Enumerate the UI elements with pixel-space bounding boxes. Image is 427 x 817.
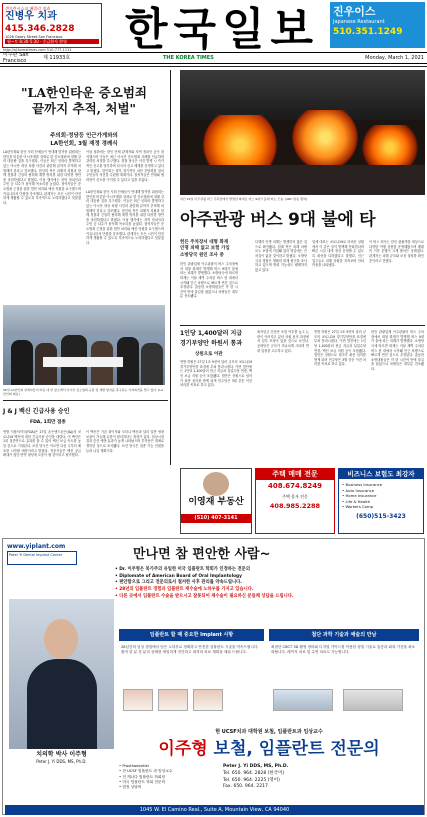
korea-times-label: THE KOREA TIMES <box>163 54 214 61</box>
dental-bullet: • Dr. 이주형은 북가주의 유일한 미국 임플란트 학회가 인정하는 전문의 <box>115 567 250 572</box>
relief-sub2: 상원으로 이관 <box>195 352 223 357</box>
relief-body-col4: 한인 관광업체 아주관광의 버스 주차장에서 대형 화재가 발생해 버스 9대가 불에 타는 피해가 발생했다. 소방당국에 따르면 화재는 이날 새벽 주차된 버스 한 대에서 시작돼 인근 차량으로 빠르게 번진 것으로 추정된다. 출동한 소방대원들은 약 한 시간여 만에 불길을 잡았으나 차량들은 대부분 전소됐다. <box>371 330 424 372</box>
insurance-item: • Auto Insurance <box>342 487 375 493</box>
issue-number: 제 11933호 <box>43 54 71 61</box>
dental-bullet: • 28년의 임플란트 경험과 임플란트 재수술에 노하우를 가지고 있습니다. <box>115 586 254 592</box>
lead-sub-line1: 주의회·정당등 인근가게와의 <box>50 133 118 139</box>
dental-logo: Peter Yi Dental Implant Center <box>7 551 77 565</box>
ad-brand: 진우이스 <box>333 5 376 18</box>
dental-university: 현 UCSF치과 대학원 보철, 임플란트과 임상교수 <box>215 729 323 735</box>
doctor-title-ko: 치의학 박사 이주형 <box>36 751 87 758</box>
ad-phone: 510.351.1249 <box>333 27 403 37</box>
dental-bullet: • 편안함으로 그리고 전문의로서 철저한 사후 관리를 약속드립니다. <box>115 580 242 586</box>
protest-sign <box>43 357 123 367</box>
lead-sub-line2: LA한인회, 3월 재정 경례식 <box>50 141 118 148</box>
doctor-title <box>9 751 114 764</box>
credential-item: • Prosthodontist <box>119 764 149 768</box>
fire-sub-line1: 헌든 주차장서 대형 화재 <box>180 240 229 245</box>
fire-body-col1: 한인 관광업체 아주관광의 버스 주차장에서 대형 화재가 발생해 버스 9대가 불에 타는 피해가 발생했다. 소방당국에 따르면 화재는 이날 새벽 주차된 버스 한 대에서 시작돼 인근 차량으로 빠르게 번진 것으로 추정된다. 출동한 소방대원들은 약 한 시간여 만에 불길을 잡았으나 차량들은 대부분 전소됐다. <box>180 262 238 299</box>
divider <box>3 400 168 401</box>
ad-address: 1026 Geary Street San Francisco <box>5 34 63 39</box>
bus-row-shape <box>180 165 425 195</box>
fire-body-col3: 업체 대표는 코로나19로 어려운 상황에서 이 같은 일이 발생해 안타깝다며 빠른 시일 내에 정상 운영할 수 있도록 최선을 다하겠다고 말했다. 인근 업주들도 피해 상황을 지켜보며 안타까움을 나타냈다. <box>312 240 364 268</box>
fire-caption: 지난 22일 아주관광 버스 주차장에서 발생한 화재로 버스 9대가 불에 타는 모습. [ABC 방송 캡처] <box>180 197 308 201</box>
divider <box>0 66 427 67</box>
dental-bullet: • Diplomate of American Board of Oral Implantology <box>115 573 242 579</box>
dental-title: 만나면 참 편안한 사람~ <box>133 547 271 562</box>
credential-item: • 전 캐나다 임플란트 학회장 <box>119 774 166 779</box>
lead-body-col1: LA한인회와 한인 사회 단체들이 연대해 발족한 위원회는 한인을 비롯한 아시아계를 상대로 한 증오범죄에 대해 강력 대응할 것을 촉구했다. 이들은 최근 잇따라 발생하고 있는 아시안 대상 폭행 사건과 관련해 끝까지 추적해 처벌해야 한다고 강조했다. 한인회 측은 피해자 지원과 함께 경찰과 긴밀히 협력해 재발 방지를 위한 다양한 방안을 마련하겠다고 밝혔다. 이날 행사에는 지역 정치인과 주민 등 다수가 참석해 목소리를 높였다. 참석자들은 증오범죄 근절을 위한 법안 처리와 예산 지원을 요구했으며 커뮤니티의 단합을 강조했다. 관계자는 모든 시민이 안전하게 생활할 수 있도록 지속적으로 노력하겠다고 덧붙였다. <box>3 150 81 206</box>
issue-date: Monday, March 1, 2021 <box>365 54 424 61</box>
dental-bullets <box>115 567 415 600</box>
dental-ad-top-left[interactable] <box>2 3 102 48</box>
ad-phone: 415.346.2828 <box>5 23 75 34</box>
person-shape <box>141 343 163 385</box>
doctor-photo <box>9 599 114 749</box>
house-ad-phone2: 408.985.2288 <box>269 501 321 510</box>
lead-body-col2: 이날 집회에는 한인 단체 관계자와 지역 정치인 등이 참석했으며 이들은 최근 아시안 증오범죄 사례를 언급하며 강력한 처벌을 촉구했다. 경찰 당국은 사건 발생 시 즉각적인 신고를 당부하며 다국어 신고 체계를 운영하고 있다고 밝혔다. 한인회는 향후 정기적인 치안 간담회를 열어 주민들의 의견을 수렴할 계획이다. 참석자들은 연대와 협력만이 증오를 이겨낼 수 있다고 입을 모았다. <box>86 150 164 182</box>
insurance-ad[interactable] <box>338 468 424 534</box>
dental-implant-ad[interactable] <box>2 538 425 815</box>
dental-doctor-name <box>119 739 419 760</box>
insurance-item: • Workers Comp <box>342 504 374 510</box>
dental-address: 1045 W. El Camino Real., Suite A, Mountain View, CA 94040 <box>5 805 424 815</box>
insurance-item: • Life & Health <box>342 498 371 504</box>
credential-item: • 현 UCSF 임플란트 과 임상교수 <box>119 769 173 774</box>
ad-clinic-name: 진병우 치과 <box>5 11 57 22</box>
sky-shape <box>3 305 165 335</box>
laser-image <box>343 689 403 711</box>
doctor-name-ko: 이주형 <box>158 739 208 759</box>
doctor-specialty: 보철, 임플란트 전문의 <box>213 739 380 759</box>
insurance-list <box>339 479 423 513</box>
lead-headline-line1: "LA한인타운 증오범죄 <box>21 85 147 100</box>
jj-subheadline: FDA, 1회만 접종 <box>30 420 66 425</box>
person-shape <box>11 340 33 385</box>
bus-fire-photo <box>180 70 425 195</box>
relief-body-col2: 최저임금 인상안 포함 여부를 놓고 논란이 이어지고 있어 상원 심의 과정에서 일부 조정이 있을 것으로 보인다. 공화당은 규모가 지나치게 크다며 반대 입장을 고수하고 있다. <box>257 330 309 353</box>
ad-tagline: Japanese Restaurant <box>333 18 385 25</box>
divider <box>180 325 425 326</box>
rally-caption: 26일 LA한인회 관계자들이 타운 내 한 장소에서 아시안 증오범죄 규탄 및 재발 방지를 촉구하는 기자회견을 열고 있다. [LA한인회 제공] <box>3 388 164 397</box>
rally-photo <box>3 305 165 385</box>
insurance-phone: (650)515-3423 <box>356 512 406 520</box>
lead-subheadline <box>3 132 165 149</box>
relief-body-col1: 연방 하원은 27일 1조 9천억 달러 규모의 코로나19 경기부양안을 표결에 부쳐 통과시켰다. 이번 법안에는 1인당 1,400달러 현금 지급과 실업수당 연장, 백신 보급 지원 등이 포함됐다. 법안은 상원으로 넘어가 최종 심의를 받게 되며 민주당은 3월 중순 이전 처리를 목표로 하고 있다. <box>180 360 252 388</box>
contact-line[interactable]: Tel. 650. 964. 2828 (한국어) <box>223 770 285 776</box>
cbct-image <box>273 689 333 711</box>
edition: 미주판 San Francisco <box>3 51 29 64</box>
newspaper-logo[interactable]: 한국일보 <box>124 4 319 55</box>
flame-shape <box>360 125 420 170</box>
lead-headline[interactable] <box>3 85 165 116</box>
jj-headline[interactable]: J & J 백신 긴급사용 승인 <box>3 408 70 415</box>
doctor-title-en: Peter J. Yi DDS, MS, Ph.D. <box>36 758 87 764</box>
house-ad-phone1: 408.674.8249 <box>267 481 323 490</box>
fire-subheadline <box>180 240 250 259</box>
contact-line[interactable]: Tel. 650. 964. 2225 (영어) <box>223 777 280 783</box>
dental-section2-body: 최첨단 CBCT 3D 촬영 장비와 디지털 가이드를 이용한 정밀 시술로 통증과 회복 기간을 최소화합니다. 레이저 치료 및 수면 치료도 가능합니다. <box>271 645 416 655</box>
dental-contact <box>223 764 423 791</box>
house-ad-line: 주택 융자 전문 <box>282 493 308 499</box>
divider <box>170 70 171 465</box>
restaurant-ad-top-right[interactable] <box>330 2 425 48</box>
fire-sub-line3: 소방당국 원인 조사 중 <box>180 252 224 258</box>
relief-sub1: 경기부양안 하원서 통과 <box>180 340 243 347</box>
insurance-item: • Home Insurance <box>342 493 377 499</box>
dental-url-link[interactable]: www.yiplant.com <box>7 543 66 550</box>
insurance-item: • Business Insurance <box>342 482 383 488</box>
fire-headline[interactable]: 아주관광 버스 9대 불에 타 <box>180 210 376 230</box>
dental-section2-title: 첨단 과학 기술과 예술의 만남 <box>269 629 419 641</box>
ad-hours: 월~토 8:30-5:30 · 응급환자 환영 <box>5 39 99 44</box>
fire-sub-line2: 인명 피해 없고 보험 가입 <box>180 246 230 252</box>
realtor-ad[interactable] <box>180 468 252 534</box>
url-line: http://sf.koreatimes.com 510-777-1111 <box>3 48 72 52</box>
realtor-photo <box>203 472 229 496</box>
lead-headline-line2: 끝까지 추적, 처벌" <box>31 100 137 116</box>
realtor-name: 이영재 부동산 <box>188 497 244 507</box>
relief-headline[interactable]: 1인당 1,400달러 지급 <box>180 330 243 337</box>
head-shape <box>44 619 78 659</box>
fire-body-col2: 다행히 인명 피해는 발생하지 않은 것으로 확인됐다. 업체 측은 피해 차량 모두 보험에 가입돼 있어 영업에는 큰 차질이 없을 것이라고 밝혔다. 소방당국과 경찰은 정확한 화재 원인을 조사하고 있으며 방화 가능성도 배제하지 않고 있다. <box>255 240 307 272</box>
house-ad-title: 주택 매매 전문 <box>256 469 334 480</box>
realtor-phone: (510) 407-3141 <box>181 514 251 522</box>
flame-shape <box>290 110 360 165</box>
jj-body-col1: 연방 식품의약국(FDA)은 27일 존슨앤드존슨(J&J)의 코로나19 백신에 대한 긴급사용 승인을 내렸다. 이 백신은 1회 접종만으로 효과를 볼 수 있어 백신 보급 속도를 높일 것으로 기대된다. 보건 당국은 이르면 다음 주부터 배포를 시작할 예정이라고 밝혔다. 전문가들은 백신 공급 확대가 집단 면역 형성에 도움이 될 것이라고 평가했다. <box>3 430 81 458</box>
teeth-image <box>158 689 188 711</box>
teeth-image <box>123 689 153 711</box>
suit-shape <box>27 659 97 749</box>
contact-line: Peter J. Yi DDS, MS, Ph.D. <box>223 764 289 769</box>
masthead-bar <box>0 52 427 64</box>
dental-bullet: • 다른 곳에서 임플란트 수술을 받으시고 잘못되어 재수술이 필요하신 분들께 상담을 드립니다. <box>115 593 294 599</box>
relief-body-col3: 연방 하원은 27일 1조 9천억 달러 규모의 코로나19 경기부양안을 표결에 부쳐 통과시켰다. 이번 법안에는 1인당 1,400달러 현금 지급과 실업수당 연장, 백신 보급 지원 등이 포함됐다. 법안은 상원으로 넘어가 최종 심의를 받게 되며 민주당은 3월 중순 이전 처리를 목표로 하고 있다. <box>314 330 366 367</box>
ad-line: 샌프란시스코 패밀리 치과 <box>5 6 51 11</box>
doctor-credentials <box>119 764 219 791</box>
credential-item: • 법정 상담의 <box>119 785 142 790</box>
fire-body-col4: 이 버스 회사는 한인 관광객을 대상으로 다양한 여행 상품을 운영해왔으며 팬데믹 이후 운행이 크게 줄어든 상태였다. 관계자는 피해 규모와 보상 절차를 확인 중이라고 전했다. <box>369 240 424 263</box>
masthead <box>0 0 427 66</box>
jj-body-col2: 이 백신은 기존 화이자와 모더나 백신과 달리 일반 냉장 보관이 가능해 유통이 편리하다는 장점이 있다. 임상시험 결과 중증 예방 효과가 높게 나타났으며 부작용은 대체로 경미한 것으로 조사됐다. 보건 당국은 접종 가능 인원을 늘려 나갈 계획이다. <box>86 430 164 453</box>
contact-line: Fax. 650. 964. 2217 <box>223 784 268 790</box>
house-sales-ad[interactable] <box>255 468 335 534</box>
teeth-image <box>193 689 223 711</box>
insurance-ad-title: 비즈니스 보험도 최강자 <box>339 469 423 479</box>
dental-section1-body: 28년간의 임상 경험에서 얻은 노하우로 정확하고 안전한 임플란트 시술을 약속드립니다. 환자 한 분 한 분의 상태를 세밀하게 진단하고 최적의 치료 계획을 세워 드립니다. <box>121 645 259 655</box>
lead-body-col3: LA한인회와 한인 사회 단체들이 연대해 발족한 위원회는 한인을 비롯한 아시아계를 상대로 한 증오범죄에 대해 강력 대응할 것을 촉구했다. 이들은 최근 잇따라 발생하고 있는 아시안 대상 폭행 사건과 관련해 끝까지 추적해 처벌해야 한다고 강조했다. 한인회 측은 피해자 지원과 함께 경찰과 긴밀히 협력해 재발 방지를 위한 다양한 방안을 마련하겠다고 밝혔다. 이날 행사에는 지역 정치인과 주민 등 다수가 참석해 목소리를 높였다. 참석자들은 증오범죄 근절을 위한 법안 처리와 예산 지원을 요구했으며 커뮤니티의 단합을 강조했다. 관계자는 모든 시민이 안전하게 생활할 수 있도록 지속적으로 노력하겠다고 덧붙였다. <box>86 190 164 246</box>
dental-section1-title: 임플란트 할 때 중요한 Implant 사항 <box>119 629 264 641</box>
credential-item: • 미국 임플란트 학회 전문의 <box>119 780 166 785</box>
